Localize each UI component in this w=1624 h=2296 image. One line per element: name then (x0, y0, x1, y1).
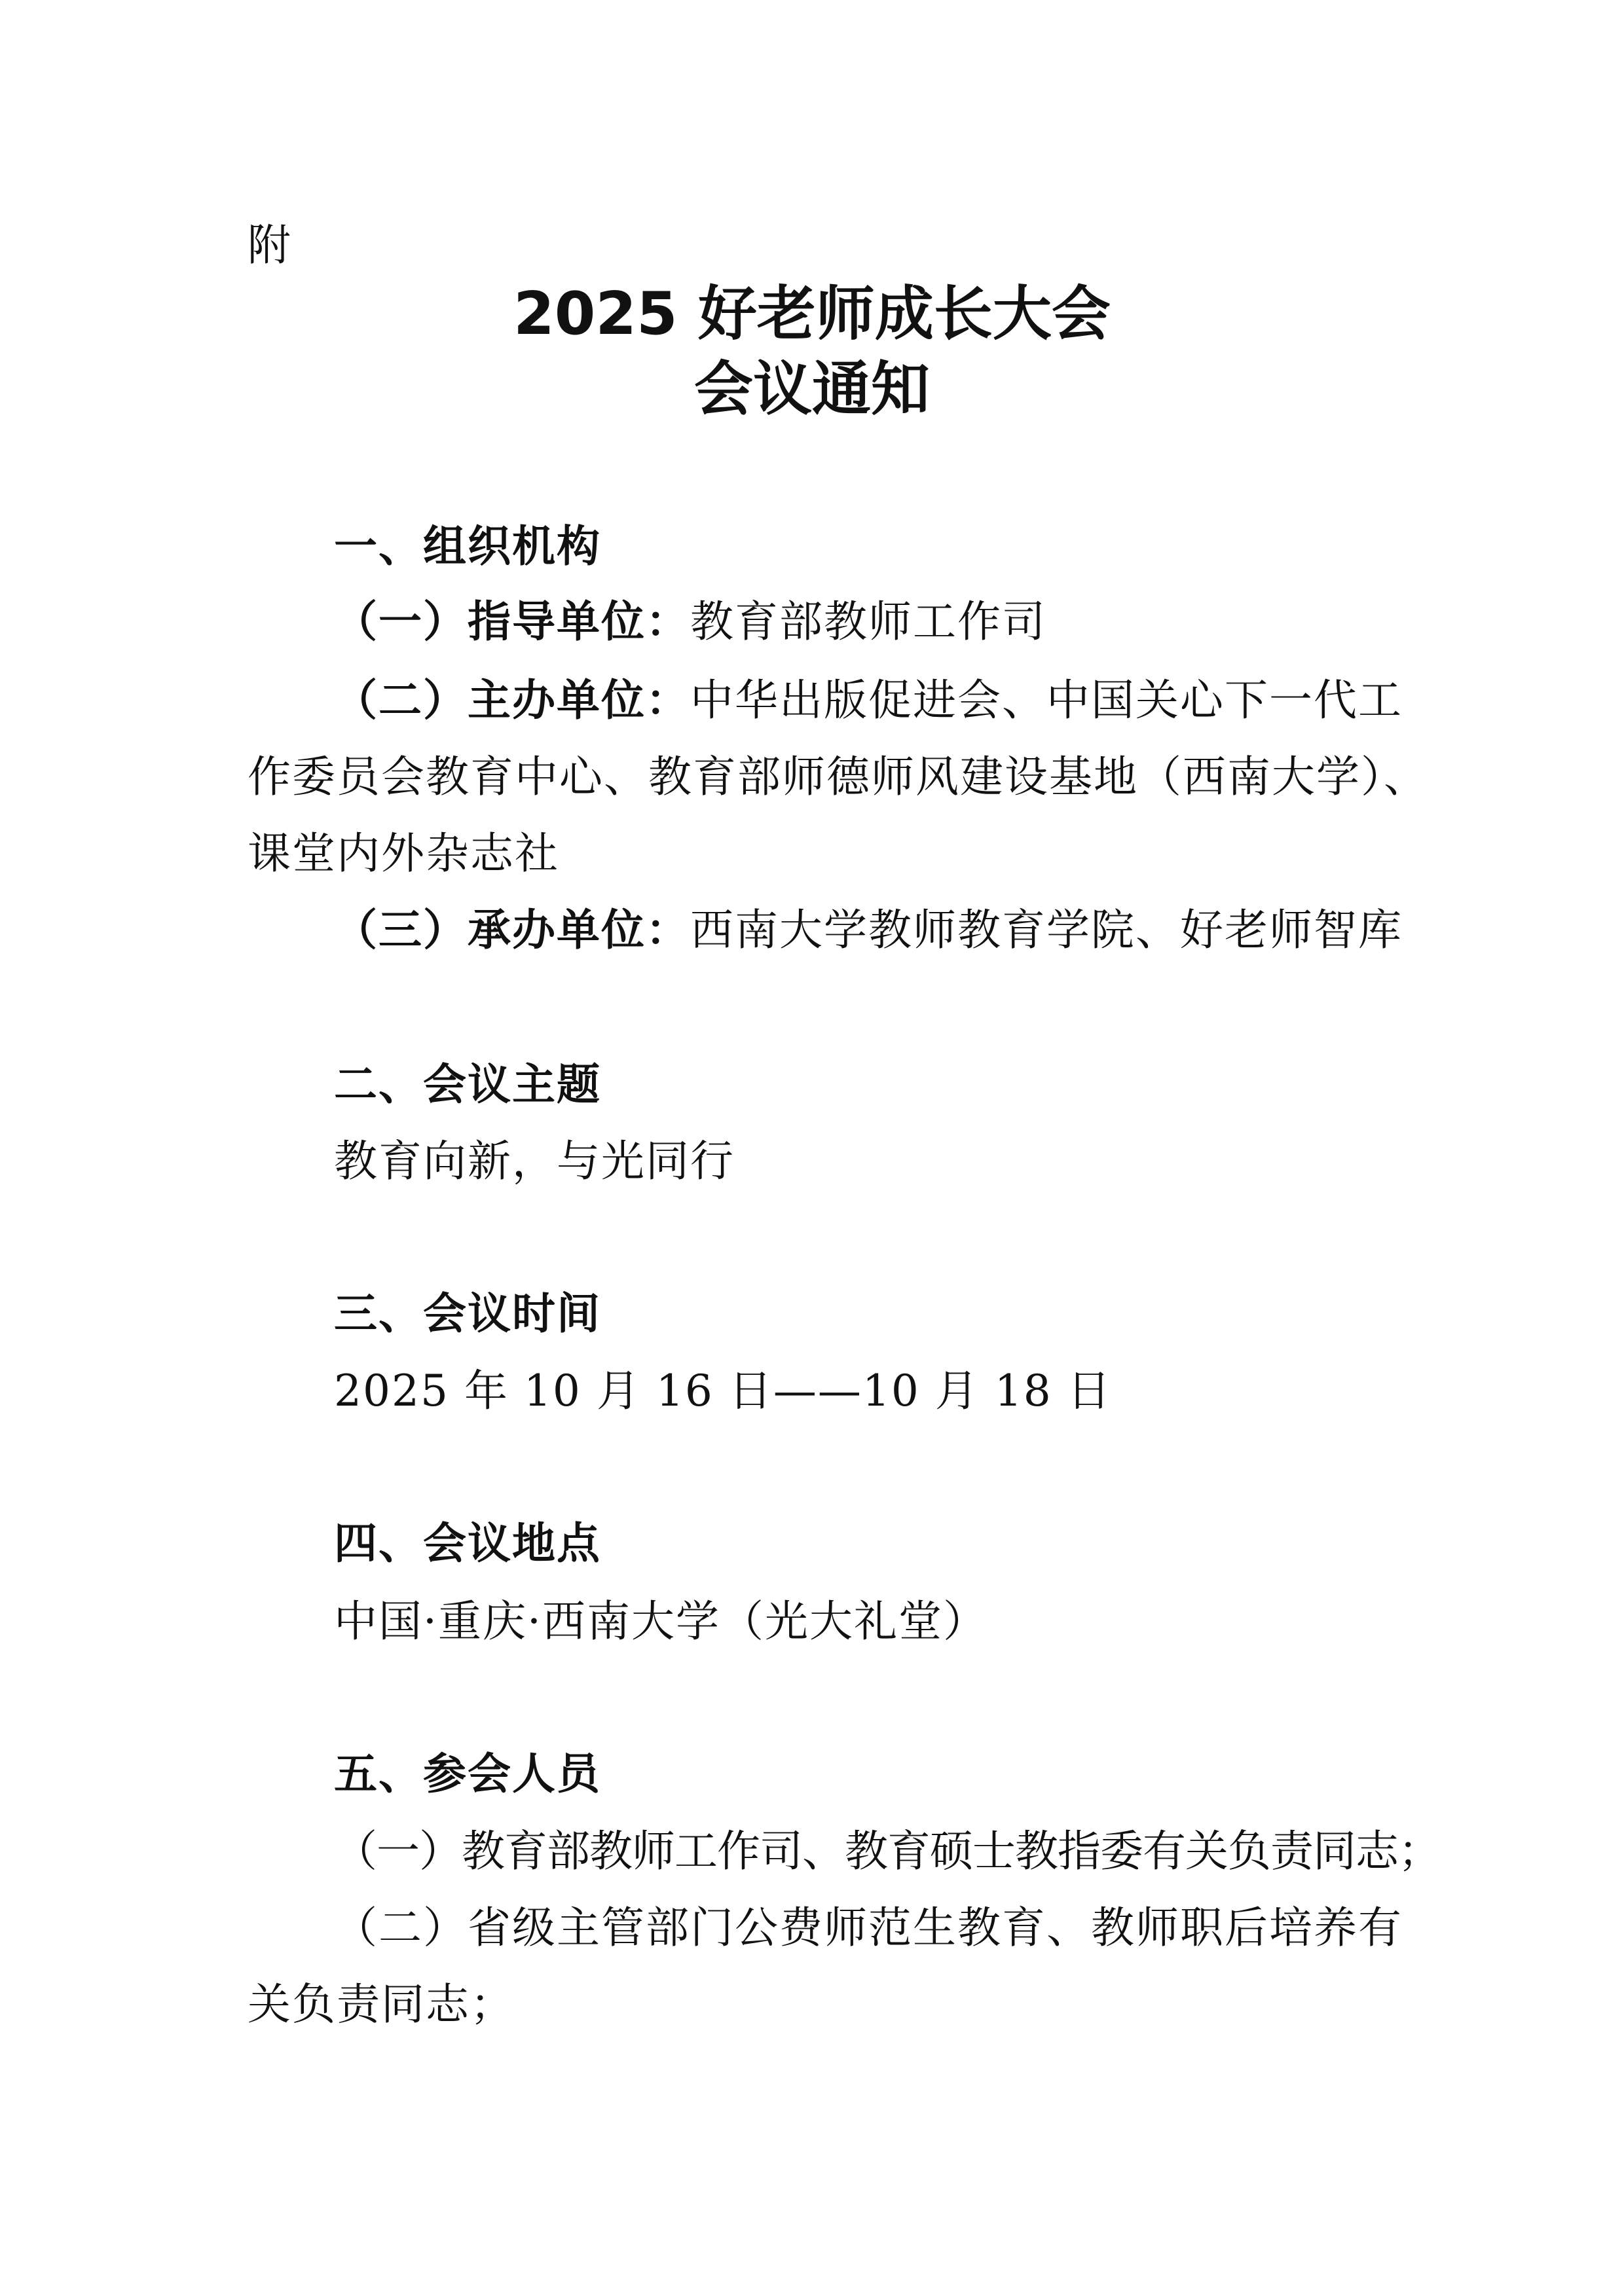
annex-label: 附 (248, 220, 292, 270)
attendees-item-1: （一）教育部教师工作司、教育硕士教指委有关负责同志； (334, 1826, 1441, 1876)
page-title: 2025 好老师成长大会 (513, 280, 1111, 348)
time-text: 2025 年 10 月 16 日——10 月 18 日 (334, 1366, 1112, 1416)
host-unit-text-1: 中华出版促进会、中国关心下一代工 (690, 675, 1403, 725)
organizer-unit-line (334, 904, 1403, 957)
section-heading-attendees: 五、参会人员 (334, 1749, 601, 1799)
section-heading-organization: 一、组织机构 (334, 521, 601, 572)
organizer-unit-text: 西南大学教师教育学院、好老师智库 (690, 905, 1403, 955)
host-unit-text-2: 作委员会教育中心、教育部师德师风建设基地（西南大学）、 (248, 752, 1428, 802)
guide-unit-line (334, 596, 1046, 648)
host-unit-line (334, 674, 1403, 727)
guide-unit-label: （一）指导单位： (334, 596, 690, 647)
attendees-item-2-line-2: 关负责同志； (248, 1979, 515, 2030)
section-heading-time: 三、会议时间 (334, 1288, 601, 1339)
page-subtitle: 会议通知 (694, 355, 930, 424)
section-heading-theme: 二、会议主题 (334, 1059, 601, 1110)
guide-unit-text: 教育部教师工作司 (690, 596, 1046, 647)
theme-text: 教育向新，与光同行 (334, 1136, 735, 1186)
section-heading-place: 四、会议地点 (334, 1518, 601, 1569)
host-unit-text-3: 课堂内外杂志社 (248, 828, 559, 879)
attendees-item-2-line-1: （二）省级主管部门公费师范生教育、教师职后培养有 (334, 1903, 1403, 1953)
place-text: 中国·重庆·西南大学（光大礼堂） (334, 1596, 987, 1647)
organizer-unit-label: （三）承办单位： (334, 905, 690, 955)
host-unit-label: （二）主办单位： (334, 675, 690, 725)
